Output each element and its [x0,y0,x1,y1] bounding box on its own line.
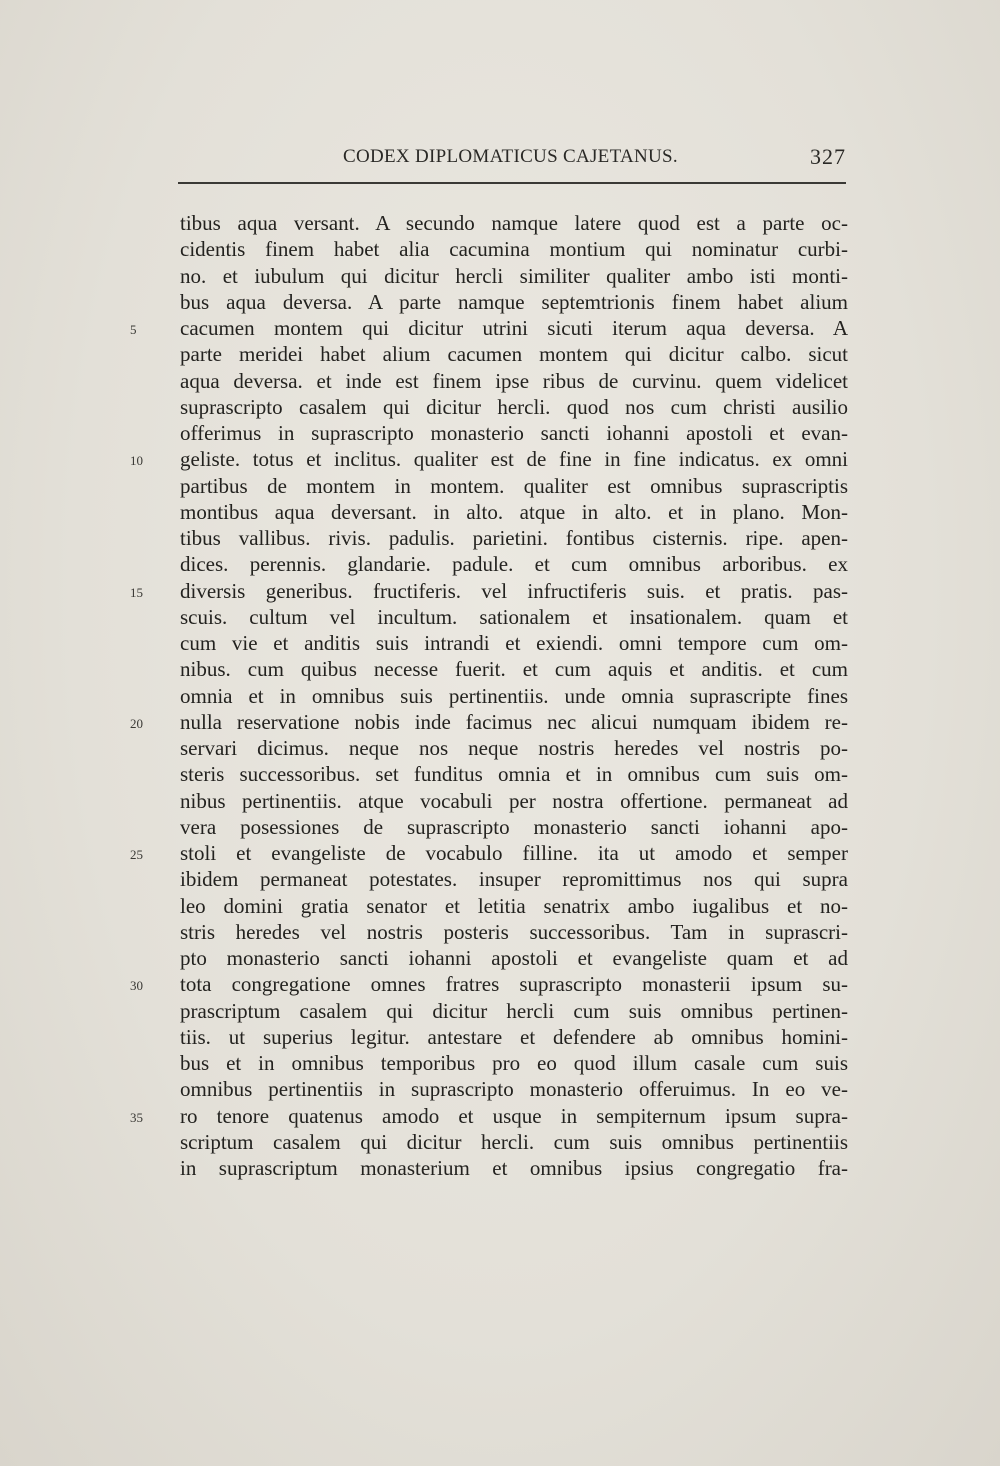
text-line: nibus pertinentiis. atque vocabuli per nostra offertione. permaneat ad [180,788,848,813]
text-line: scuis. cultum vel incultum. sationalem et insationalem. quam et [180,604,848,629]
header-rule [178,182,846,184]
text-line: offerimus in suprascripto monasterio sancti iohanni apostoli et evan- [180,421,848,445]
text-line: cidentis finem habet alia cacumina montium qui nominatur curbi- [180,237,848,262]
text-line: no. et iubulum qui dicitur hercli similiter qualiter ambo isti monti- [180,263,848,288]
text-line: cacumen montem qui dicitur utrini sicuti iterum aqua deversa. A [180,316,848,340]
text-line: dices. perennis. glandarie. padule. et cum omnibus arboribus. ex [180,552,848,577]
line-number-marker: 30 [130,978,143,994]
text-line: scriptum casalem qui dicitur hercli. cum suis omnibus pertinentiis [180,1129,848,1154]
text-line: nulla reservatione nobis inde facimus nec alicui numquam ibidem re- [180,709,848,734]
text-line: bus aqua deversa. A parte namque septemtrionis finem habet alium [180,289,848,314]
line-number-marker: 5 [130,322,137,337]
page-number: 327 [810,144,846,169]
text-line: omnibus pertinentiis in suprascripto monasterio offeruimus. In eo ve- [180,1077,848,1102]
text-line: diversis generibus. fructiferis. vel infructiferis suis. et pratis. pas- [180,578,848,603]
text-line: stoli et evangeliste de vocabulo filline. ita ut amodo et semper [180,841,848,865]
text-line: in suprascriptum monasterium et omnibus ipsius congregatio fra- [180,1156,848,1180]
text-line: cum vie et anditis suis intrandi et exiendi. omni tempore cum om- [180,631,848,655]
text-line: omnia et in omnibus suis pertinentiis. unde omnia suprascripte fines [180,683,848,708]
text-line: ibidem permaneat potestates. insuper repromittimus nos qui supra [180,867,848,892]
text-line: geliste. totus et inclitus. qualiter est de fine in fine indicatus. ex omni [180,447,848,472]
text-line: stris heredes vel nostris posteris successoribus. Tam in suprascri- [180,919,848,944]
text-line: partibus de montem in montem. qualiter est omnibus suprascriptis [180,473,848,498]
text-line: montibus aqua deversant. in alto. atque in alto. et in plano. Mon- [180,499,848,524]
line-number-marker: 35 [130,1109,143,1125]
text-line: nibus. cum quibus necesse fuerit. et cum aquis et anditis. et cum [180,657,848,682]
text-line: leo domini gratia senator et letitia senatrix ambo iugalibus et no- [180,893,848,918]
text-line: steris successoribus. set funditus omnia et in omnibus cum suis om- [180,762,848,787]
line-number-marker: 20 [130,715,143,731]
text-line: tota congregatione omnes fratres suprascripto monasterii ipsum su- [180,972,848,997]
line-number-marker: 10 [130,453,143,469]
text-line: parte meridei habet alium cacumen montem qui dicitur calbo. sicut [180,342,848,367]
page-header [178,146,846,176]
text-line: vera posessiones de suprascripto monasterio sancti iohanni apo- [180,814,848,839]
text-line: aqua deversa. et inde est finem ipse ribus de curvinu. quem videlicet [180,368,848,393]
text-line: pto monasterio sancti iohanni apostoli et evangeliste quam et ad [180,946,848,970]
text-line: bus et in omnibus temporibus pro eo quod illum casale cum suis [180,1051,848,1075]
text-line: suprascripto casalem qui dicitur hercli. quod nos cum christi ausilio [180,394,848,419]
line-number-marker: 25 [130,847,143,862]
text-line: tibus aqua versant. A secundo namque latere quod est a parte oc- [180,211,848,235]
text-line: servari dicimus. neque nos neque nostris heredes vel nostris po- [180,736,848,760]
text-line: tibus vallibus. rivis. padulis. parietini. fontibus cisternis. ripe. apen- [180,526,848,550]
line-number-marker: 15 [130,584,143,600]
running-title: CODEX DIPLOMATICUS CAJETANUS. [343,146,678,167]
body-text [180,210,848,1181]
text-line: prascriptum casalem qui dicitur hercli cum suis omnibus pertinen- [180,998,848,1023]
text-line: ro tenore quatenus amodo et usque in sempiternum ipsum supra- [180,1103,848,1128]
text-line: tiis. ut superius legitur. antestare et defendere ab omnibus homini- [180,1024,848,1049]
